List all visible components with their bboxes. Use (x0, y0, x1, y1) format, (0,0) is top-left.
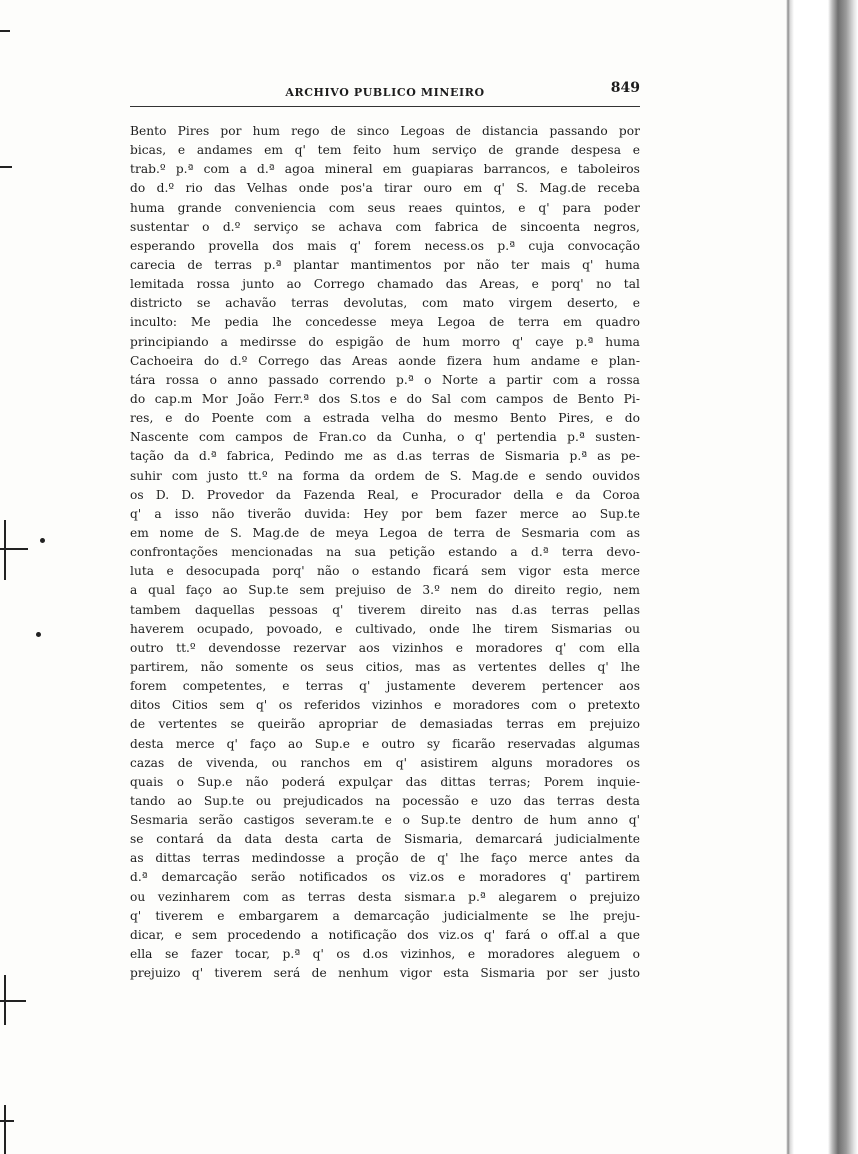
text-line: lemitada rossa junto ao Corrego chamado das Areas, e porq' no tal (130, 277, 640, 292)
page-number: 849 (610, 80, 640, 96)
text-line: partirem, não somente os seus citios, mas as vertentes delles q' lhe (130, 659, 640, 674)
text-line: res, e do Poente com a estrada velha do mesmo Bento Pires, e do (130, 411, 640, 426)
running-header (130, 80, 640, 102)
text-line: Sesmaria serão castigos severam.te e o Sup.te dentro de hum anno q' (130, 813, 640, 828)
text-line: dicar, e sem procedendo a notificação dos viz.os q' fará o off.al a que (130, 927, 640, 942)
margin-dot (36, 632, 41, 637)
text-line: Cachoeira do d.º Corrego das Areas aonde fizera hum andame e plan- (130, 353, 640, 368)
text-line: os D. D. Provedor da Fazenda Real, e Procurador della e da Coroa (130, 487, 640, 502)
text-line: cazas de vivenda, ou ranchos em q' asistirem alguns moradores os (130, 755, 640, 770)
page-edge-shadow (768, 0, 858, 1154)
text-line: sustentar o d.º serviço se achava com fabrica de sincoenta negros, (130, 219, 640, 234)
text-line: desta merce q' faço ao Sup.e e outro sy ficarão reservadas algumas (130, 736, 640, 751)
text-line: principiando a medirsse do espigão de hum morro q' caye p.ª huma (130, 334, 640, 349)
header-rule (130, 106, 640, 107)
text-line: q' a isso não tiverão duvida: Hey por bem fazer merce ao Sup.te (130, 506, 640, 521)
text-line: Nascente com campos de Fran.co da Cunha, o q' pertendia p.ª susten- (130, 430, 640, 445)
text-line: forem competentes, e terras q' justamente deverem pertencer aos (130, 679, 640, 694)
text-line: do cap.m Mor João Ferr.ª dos S.tos e do Sal com campos de Bento Pi- (130, 391, 640, 406)
text-line: se contará da data desta carta de Sismaria, demarcará judicialmente (130, 832, 640, 847)
header-title: ARCHIVO PUBLICO MINEIRO (285, 86, 485, 99)
text-line: trab.º p.ª com a d.ª agoa mineral em guapiaras barrancos, e taboleiros (130, 162, 640, 177)
text-line: prejuizo q' tiverem será de nenhum vigor esta Sismaria por ser justo (130, 966, 640, 981)
document-body (130, 122, 640, 983)
text-line: ditos Citios sem q' os referidos vizinhos e moradores com o pretexto (130, 698, 640, 713)
text-line: haverem ocupado, povoado, e cultivado, onde lhe tirem Sismarias ou (130, 621, 640, 636)
text-line: tambem daquellas pessoas q' tiverem direito nas d.as terras pellas (130, 602, 640, 617)
text-line: ou vezinharem com as terras desta sismar.a p.ª alegarem o prejuizo (130, 889, 640, 904)
text-line: esperando provella dos mais q' forem necess.os p.ª cuja convocação (130, 238, 640, 253)
text-line: carecia de terras p.ª plantar mantimentos por não ter mais q' huma (130, 257, 640, 272)
text-line: d.ª demarcação serão notificados os viz.os e moradores q' partirem (130, 870, 640, 885)
text-line: ella se fazer tocar, p.ª q' os d.os vizinhos, e moradores aleguem o (130, 947, 640, 962)
text-line: tação da d.ª fabrica, Pedindo me as d.as terras de Sismaria p.ª as pe- (130, 449, 640, 464)
text-line: Bento Pires por hum rego de sinco Legoas de distancia passando por (130, 124, 640, 138)
text-line: suhir com justo tt.º na forma da ordem de S. Mag.de e sendo ouvidos (130, 468, 640, 483)
text-line: as dittas terras medindosse a proção de q' lhe faço merce antes da (130, 851, 640, 866)
text-line: em nome de S. Mag.de de meya Legoa de terra de Sesmaria com as (130, 525, 640, 540)
text-line: do d.º rio das Velhas onde pos'a tirar ouro em q' S. Mag.de receba (130, 181, 640, 196)
text-line: quais o Sup.e não poderá expulçar das dittas terras; Porem inquie- (130, 774, 640, 789)
text-line: q' tiverem e embargarem a demarcação judicialmente se lhe preju- (130, 908, 640, 923)
text-line: inculto: Me pedia lhe concedesse meya Legoa de terra em quadro (130, 315, 640, 330)
text-line: tando ao Sup.te ou prejudicados na pocessão e uzo das terras desta (130, 793, 640, 808)
text-line: tára rossa o anno passado correndo p.ª o Norte a partir com a rossa (130, 372, 640, 387)
text-line: districto se achavão terras devolutas, com mato virgem deserto, e (130, 296, 640, 311)
margin-dot (40, 538, 45, 543)
text-line: a qual faço ao Sup.te sem prejuiso de 3.º nem do direito regio, nem (130, 583, 640, 598)
text-line: confrontações mencionadas na sua petição estando a d.ª terra devo- (130, 545, 640, 560)
text-line: huma grande conveniencia com seus reaes quintos, e q' para poder (130, 200, 640, 215)
text-line: luta e desocupada porq' não o estando ficará sem vigor esta merce (130, 564, 640, 579)
text-line: outro tt.º devendosse rezervar aos vizinhos e moradores q' com ella (130, 640, 640, 655)
text-line: bicas, e andames em q' tem feito hum serviço de grande despesa e (130, 143, 640, 158)
text-line: de vertentes se queirão apropriar de demasiadas terras em prejuizo (130, 717, 640, 732)
